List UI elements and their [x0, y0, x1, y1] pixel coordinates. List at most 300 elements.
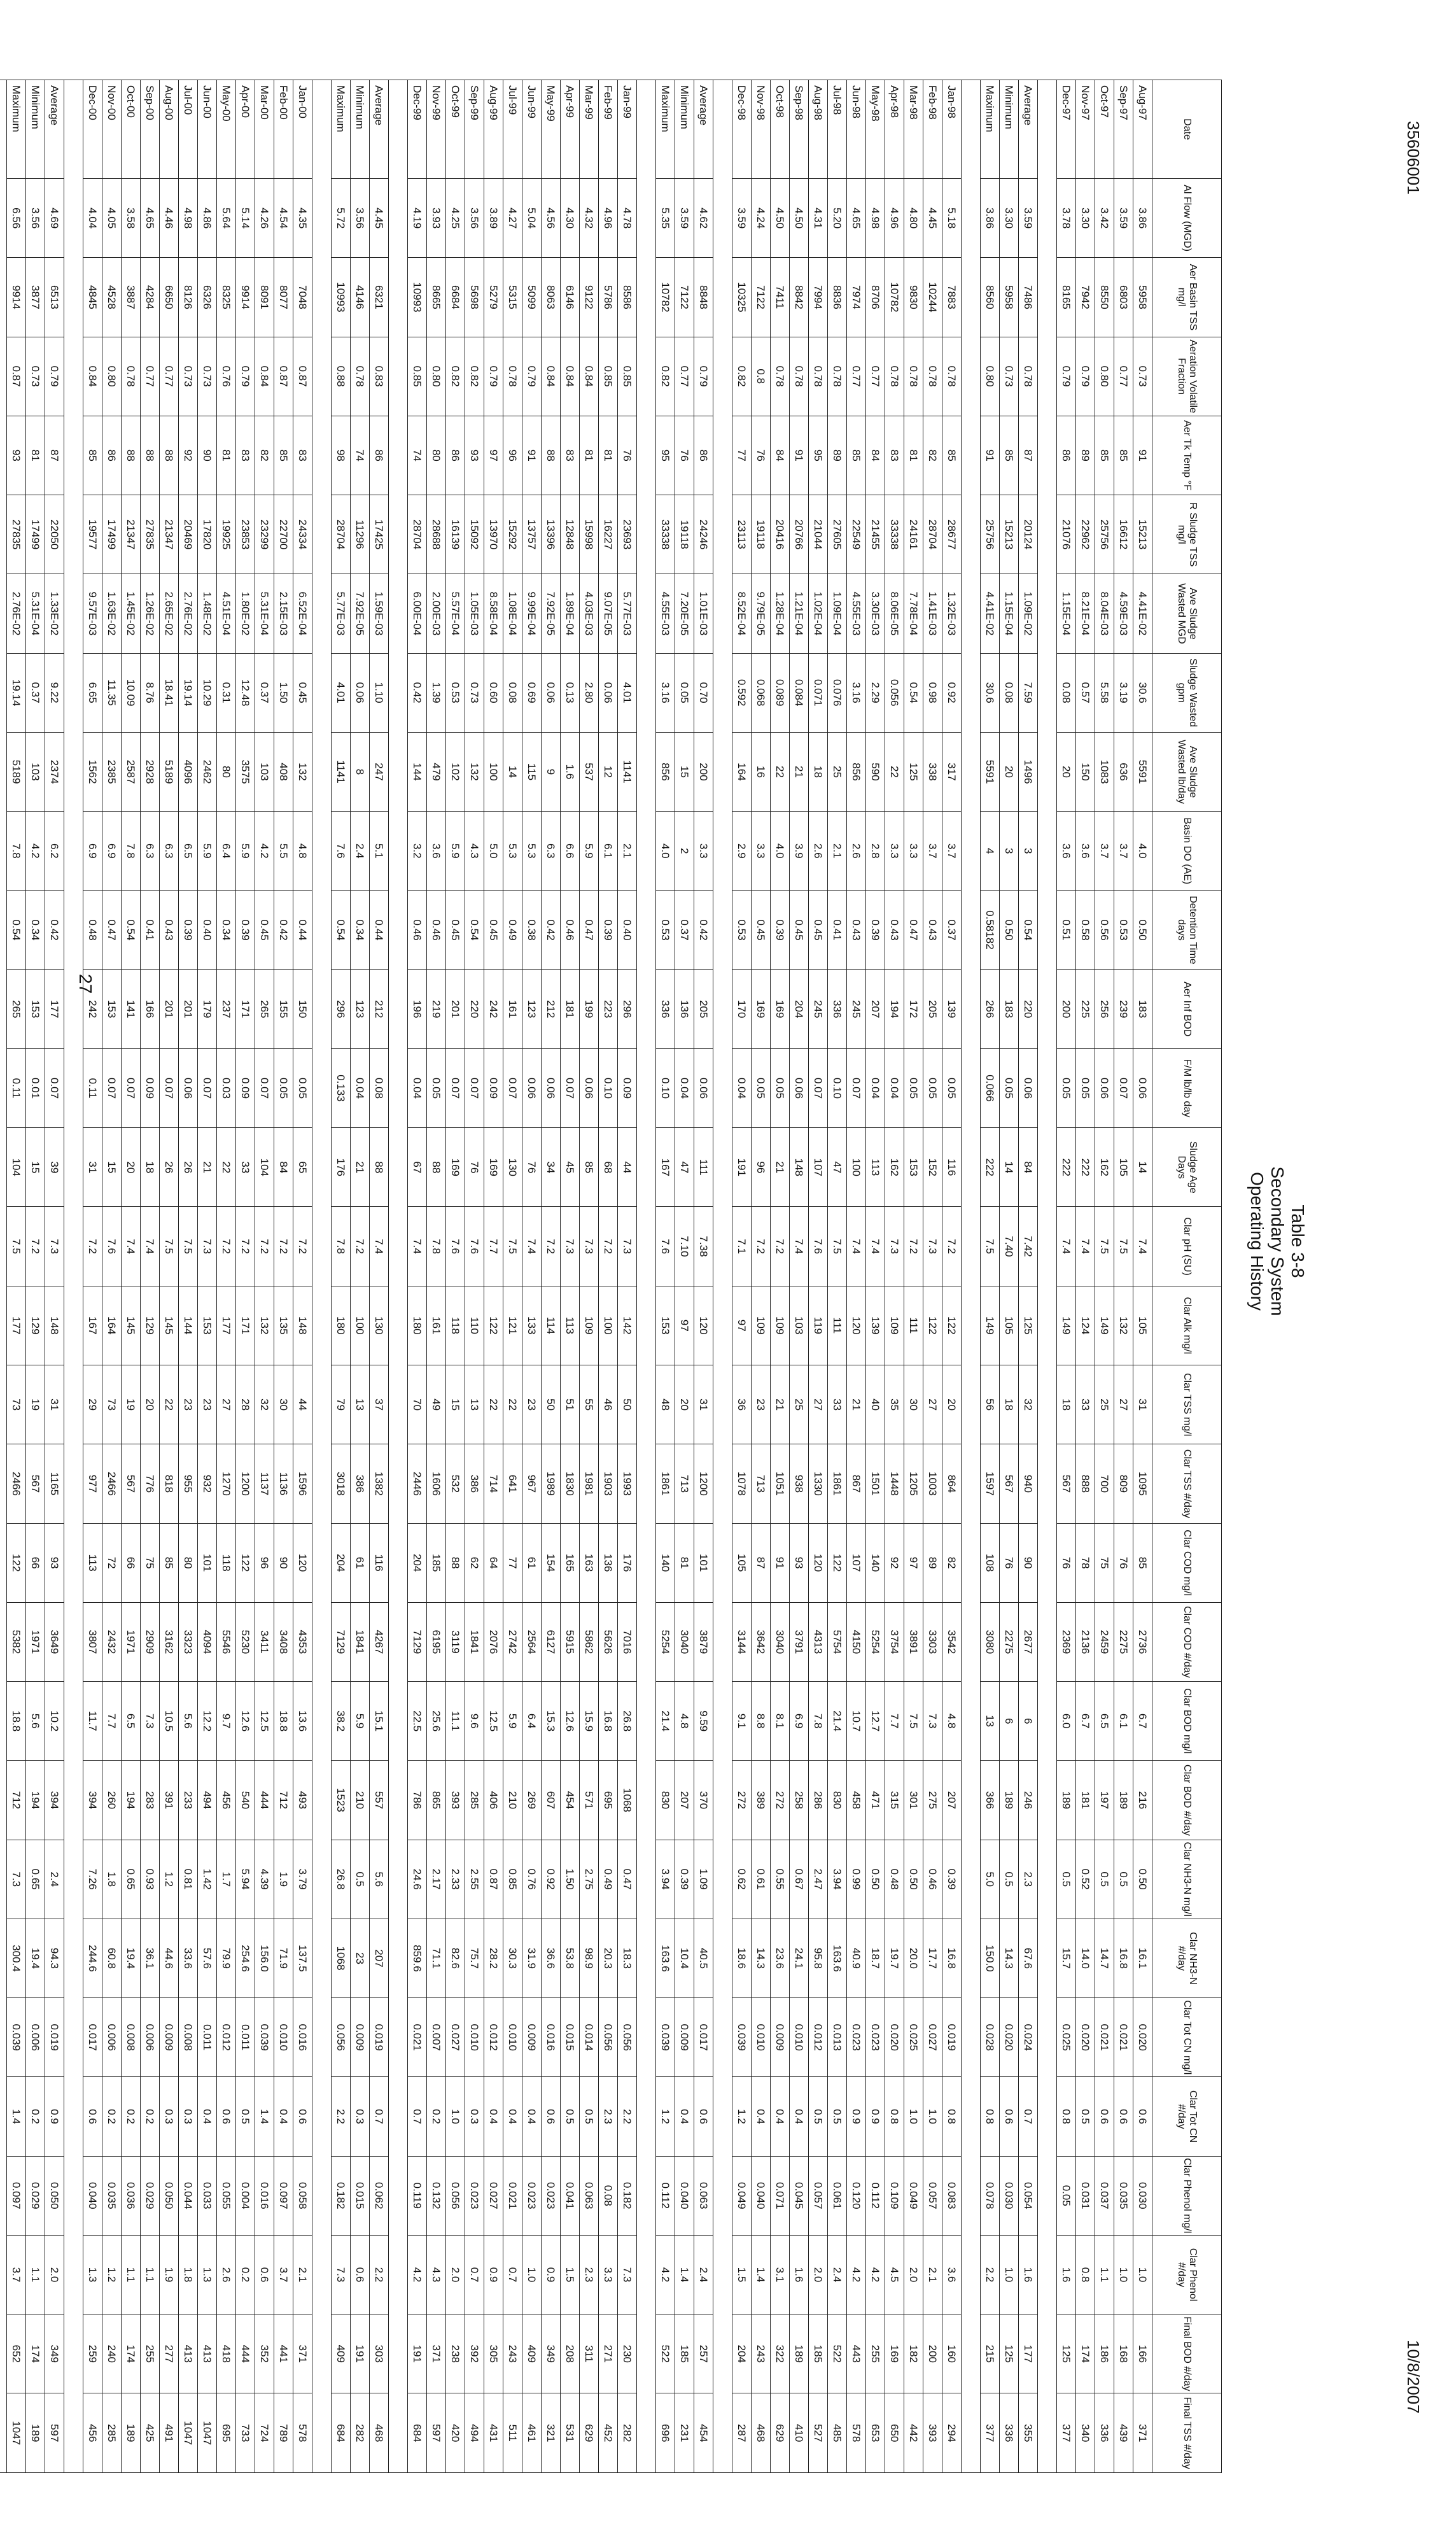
table-cell: 0.05 — [427, 1048, 446, 1127]
table-row — [274, 80, 293, 2473]
table-cell: 5.0 — [484, 812, 503, 891]
table-cell: 458 — [847, 1761, 866, 1840]
table-cell: 2.1 — [828, 812, 847, 891]
table-cell: 1989 — [542, 1444, 561, 1523]
table-cell: 35 — [885, 1365, 904, 1444]
table-cell: 0.020 — [1076, 1998, 1095, 2077]
table-cell: 1.6 — [1057, 2235, 1076, 2314]
table-cell: 0.79 — [236, 337, 255, 416]
table-cell: 8842 — [790, 258, 809, 337]
table-cell: 44 — [618, 1128, 637, 1207]
table-cell: 0.8 — [981, 2077, 1000, 2156]
table-cell: 0.08 — [1000, 653, 1019, 732]
table-cell: 0.5 — [580, 2077, 599, 2156]
table-cell: 104 — [255, 1128, 274, 1207]
table-cell: 93 — [790, 1523, 809, 1602]
table-cell: 371 — [427, 2314, 446, 2393]
table-cell: 1.09 — [694, 1840, 713, 1919]
table-cell: 6803 — [1114, 258, 1133, 337]
table-cell: 272 — [771, 1761, 790, 1840]
table-cell: 0.78 — [771, 337, 790, 416]
table-cell: 0.84 — [561, 337, 580, 416]
table-cell: 1981 — [580, 1444, 599, 1523]
table-cell: 163.6 — [828, 1919, 847, 1997]
table-cell: 25.6 — [427, 1682, 446, 1761]
table-cell: 189 — [1000, 1761, 1019, 1840]
table-cell: 1.2 — [102, 2235, 122, 2314]
table-cell: 393 — [446, 1761, 465, 1840]
table-cell: 4.01 — [618, 653, 637, 732]
table-cell: 210 — [351, 1761, 370, 1840]
table-cell: 352 — [255, 2314, 274, 2393]
table-cell: 7.2 — [752, 1207, 771, 1286]
table-cell: 210 — [503, 1761, 522, 1840]
table-cell: 51 — [561, 1365, 580, 1444]
table-cell: 8.04E-03 — [1095, 574, 1114, 653]
table-cell: 27 — [923, 1365, 942, 1444]
table-cell: 169 — [885, 2314, 904, 2393]
table-cell: 10.29 — [198, 653, 217, 732]
table-cell: 96 — [752, 1128, 771, 1207]
table-cell: 14.3 — [1000, 1919, 1019, 1997]
table-cell: 8 — [351, 732, 370, 811]
table-cell: 377 — [1057, 2393, 1076, 2473]
table-cell: 3.7 — [942, 812, 962, 891]
table-cell: 92 — [179, 416, 198, 495]
table-cell: 20.3 — [599, 1919, 618, 1997]
table-cell: 4.8 — [293, 812, 312, 891]
table-cell: 0.009 — [160, 1998, 179, 2077]
table-cell: 0.45 — [255, 891, 274, 969]
table-cell: 3.30 — [1000, 179, 1019, 258]
table-cell: 9122 — [580, 258, 599, 337]
table-cell: 222 — [981, 1128, 1000, 1207]
table-cell: 6195 — [427, 1602, 446, 1681]
table-cell: 0.013 — [828, 1998, 847, 2077]
table-cell: 2909 — [141, 1602, 160, 1681]
table-cell: 0.10 — [599, 1048, 618, 1127]
table-cell: 0.47 — [102, 891, 122, 969]
table-cell: 0.43 — [847, 891, 866, 969]
table-cell: 0.182 — [332, 2156, 351, 2235]
table-cell: 23853 — [236, 495, 255, 574]
table-row — [866, 80, 885, 2473]
table-cell: 90 — [198, 416, 217, 495]
table-cell: 9.22 — [45, 653, 64, 732]
table-cell: 27 — [809, 1365, 828, 1444]
table-cell: 15998 — [580, 495, 599, 574]
table-cell: 441 — [274, 2314, 293, 2393]
table-cell: 19.14 — [179, 653, 198, 732]
table-cell: 191 — [732, 1128, 752, 1207]
table-cell: 3.16 — [847, 653, 866, 732]
table-cell: 132 — [255, 1286, 274, 1365]
table-cell: 1597 — [981, 1444, 1000, 1523]
table-cell: 68 — [599, 1128, 618, 1207]
table-cell: 0.036 — [122, 2156, 141, 2235]
table-cell: 3 — [1019, 812, 1038, 891]
table-cell: 15.9 — [580, 1682, 599, 1761]
table-cell: 7.2 — [293, 1207, 312, 1286]
table-cell: 527 — [809, 2393, 828, 2473]
table-cell: 129 — [141, 1286, 160, 1365]
table-cell: 0.69 — [522, 653, 542, 732]
table-cell: 148 — [790, 1128, 809, 1207]
table-cell: 1861 — [656, 1444, 675, 1523]
table-cell: 695 — [599, 1761, 618, 1840]
table-cell: 0.77 — [847, 337, 866, 416]
table-cell: 0.78 — [790, 337, 809, 416]
table-cell: 4.05 — [102, 179, 122, 258]
table-cell: 8.1 — [771, 1682, 790, 1761]
table-cell: 0.78 — [351, 337, 370, 416]
table-cell: 22962 — [1076, 495, 1095, 574]
table-cell: 285 — [465, 1761, 484, 1840]
table-body — [0, 80, 1152, 2473]
table-cell: 336 — [1095, 2393, 1114, 2473]
row-label: Average — [1019, 80, 1038, 179]
table-cell: 86 — [446, 416, 465, 495]
table-cell: 7.2 — [255, 1207, 274, 1286]
table-cell: 179 — [198, 969, 217, 1048]
table-cell: 145 — [122, 1286, 141, 1365]
table-cell: 0.79 — [1076, 337, 1095, 416]
table-cell: 7.8 — [7, 812, 26, 891]
table-cell: 1.0 — [1133, 2235, 1152, 2314]
table-cell: 578 — [293, 2393, 312, 2473]
table-cell: 149 — [981, 1286, 1000, 1365]
table-cell: 7.26 — [83, 1840, 102, 1919]
table-cell: 977 — [83, 1444, 102, 1523]
table-cell: 174 — [26, 2314, 45, 2393]
table-cell: 85 — [942, 416, 962, 495]
document-id: 35606001 — [1404, 121, 1423, 195]
table-cell: 28 — [236, 1365, 255, 1444]
header-row — [1152, 80, 1222, 2473]
table-cell: 865 — [427, 1761, 446, 1840]
table-cell: 0.42 — [274, 891, 293, 969]
table-cell: 7122 — [752, 258, 771, 337]
table-cell: 6.9 — [83, 812, 102, 891]
table-cell: 17.7 — [923, 1919, 942, 1997]
table-cell: 714 — [484, 1444, 503, 1523]
table-cell: 23.6 — [771, 1919, 790, 1997]
row-label: Jan-99 — [618, 80, 637, 179]
summary-row — [656, 80, 675, 2473]
table-cell: 91 — [1133, 416, 1152, 495]
table-cell: 92 — [885, 1523, 904, 1602]
table-cell: 6.56 — [7, 179, 26, 258]
table-cell: 940 — [1019, 1444, 1038, 1523]
table-cell: 0.112 — [656, 2156, 675, 2235]
table-cell: 0.34 — [26, 891, 45, 969]
table-cell: 7.4 — [522, 1207, 542, 1286]
table-cell: 7.59 — [1019, 653, 1038, 732]
table-cell: 17499 — [102, 495, 122, 574]
table-cell: 0.023 — [847, 1998, 866, 2077]
table-cell: 3323 — [179, 1602, 198, 1681]
table-cell: 39 — [45, 1128, 64, 1207]
table-cell: 0.009 — [675, 1998, 694, 2077]
table-cell: 0.2 — [122, 2077, 141, 2156]
table-cell: 4.0 — [656, 812, 675, 891]
table-cell: 113 — [866, 1128, 885, 1207]
table-cell: 95.8 — [809, 1919, 828, 1997]
table-cell: 4.2 — [26, 812, 45, 891]
table-cell: 4.35 — [293, 179, 312, 258]
table-cell: 3.6 — [942, 2235, 962, 2314]
table-cell: 16227 — [599, 495, 618, 574]
table-cell: 67.6 — [1019, 1919, 1038, 1997]
table-cell: 14.3 — [752, 1919, 771, 1997]
table-cell: 272 — [732, 1761, 752, 1840]
table-cell: 2742 — [503, 1602, 522, 1681]
table-cell: 80 — [217, 732, 236, 811]
row-label: May-00 — [217, 80, 236, 179]
table-cell: 20 — [1057, 732, 1076, 811]
table-cell: 557 — [370, 1761, 389, 1840]
table-cell: 7.3 — [7, 1840, 26, 1919]
table-cell: 21 — [790, 732, 809, 811]
table-cell: 242 — [83, 969, 102, 1048]
table-cell: 0.9 — [866, 2077, 885, 2156]
table-cell: 17820 — [198, 495, 217, 574]
table-cell: 15 — [102, 1128, 122, 1207]
table-cell: 4.2 — [408, 2235, 427, 2314]
table-cell: 0.73 — [1000, 337, 1019, 416]
row-label: Jun-98 — [847, 80, 866, 179]
table-cell: 15.3 — [542, 1682, 561, 1761]
table-cell: 0.056 — [618, 1998, 637, 2077]
table-cell: 83 — [293, 416, 312, 495]
table-cell: 105 — [1133, 1286, 1152, 1365]
table-cell: 18.3 — [618, 1919, 637, 1997]
table-cell: 207 — [370, 1919, 389, 1997]
table-cell: 85 — [160, 1523, 179, 1602]
table-cell: 3.58 — [122, 179, 141, 258]
table-cell: 154 — [542, 1523, 561, 1602]
table-cell: 7.2 — [217, 1207, 236, 1286]
table-cell: 439 — [1114, 2393, 1133, 2473]
table-cell: 0.53 — [732, 891, 752, 969]
table-cell: 5754 — [828, 1602, 847, 1681]
table-cell: 0.020 — [885, 1998, 904, 2077]
table-cell: 485 — [828, 2393, 847, 2473]
table-cell: 4.27 — [503, 179, 522, 258]
table-cell: 125 — [1000, 2314, 1019, 2393]
table-cell: 27 — [1114, 1365, 1133, 1444]
table-cell: 0.05 — [904, 1048, 923, 1127]
table-cell: 7.5 — [1095, 1207, 1114, 1286]
table-cell: 200 — [1057, 969, 1076, 1048]
table-cell: 0.030 — [1000, 2156, 1019, 2235]
table-cell: 76 — [465, 1128, 484, 1207]
column-header: Date — [1152, 80, 1222, 179]
table-cell: 80 — [427, 416, 446, 495]
table-cell: 98.9 — [580, 1919, 599, 1997]
table-cell: 0.39 — [599, 891, 618, 969]
table-cell: 1501 — [866, 1444, 885, 1523]
table-cell: 0.011 — [236, 1998, 255, 2077]
table-cell: 15 — [26, 1128, 45, 1207]
table-cell: 169 — [484, 1128, 503, 1207]
table-cell: 684 — [408, 2393, 427, 2473]
table-cell: 0.023 — [542, 2156, 561, 2235]
table-cell: 5958 — [1000, 258, 1019, 337]
table-cell: 87 — [1019, 416, 1038, 495]
table-cell: 61 — [351, 1523, 370, 1602]
table-cell: 85 — [847, 416, 866, 495]
table-cell: 443 — [847, 2314, 866, 2393]
table-cell: 153 — [904, 1128, 923, 1207]
table-cell: 8063 — [542, 258, 561, 337]
row-label: Jan-00 — [293, 80, 312, 179]
table-cell: 578 — [847, 2393, 866, 2473]
table-cell: 161 — [503, 969, 522, 1048]
table-cell: 0.85 — [599, 337, 618, 416]
table-cell: 0.010 — [790, 1998, 809, 2077]
table-cell: 0.93 — [141, 1840, 160, 1919]
table-cell: 452 — [599, 2393, 618, 2473]
table-cell: 20 — [1000, 732, 1019, 811]
table-cell: 81 — [675, 1523, 694, 1602]
table-cell: 317 — [942, 732, 962, 811]
table-cell: 20 — [675, 1365, 694, 1444]
table-cell: 394 — [45, 1761, 64, 1840]
table-cell: 1141 — [618, 732, 637, 811]
table-cell: 21044 — [809, 495, 828, 574]
table-cell: 67 — [408, 1128, 427, 1207]
table-cell: 3.9 — [790, 812, 809, 891]
table-cell: 0.6 — [694, 2077, 713, 2156]
table-cell: 4.55E-03 — [656, 574, 675, 653]
row-label: Nov-00 — [102, 80, 122, 179]
table-cell: 0.07 — [255, 1048, 274, 1127]
table-cell: 5.31E-04 — [255, 574, 274, 653]
table-cell: 185 — [675, 2314, 694, 2393]
table-cell: 0.54 — [1019, 891, 1038, 969]
row-label: Average — [694, 80, 713, 179]
row-label: Sep-00 — [141, 80, 160, 179]
table-cell: 0.068 — [752, 653, 771, 732]
table-cell: 531 — [561, 2393, 580, 2473]
table-cell: 1141 — [332, 732, 351, 811]
table-cell: 1.26E-02 — [141, 574, 160, 653]
table-cell: 86 — [694, 416, 713, 495]
table-cell: 386 — [465, 1444, 484, 1523]
table-cell: 118 — [446, 1286, 465, 1365]
table-cell: 6321 — [370, 258, 389, 337]
table-cell: 185 — [427, 1523, 446, 1602]
table-cell: 0.011 — [198, 1998, 217, 2077]
table-cell: 85 — [1000, 416, 1019, 495]
table-cell: 0.49 — [599, 1840, 618, 1919]
table-cell: 8325 — [217, 258, 236, 337]
table-cell: 18.8 — [274, 1682, 293, 1761]
table-cell: 406 — [484, 1761, 503, 1840]
table-cell: 9.6 — [465, 1682, 484, 1761]
table-cell: 72 — [102, 1523, 122, 1602]
table-cell: 7.5 — [828, 1207, 847, 1286]
table-cell: 1.0 — [1000, 2235, 1019, 2314]
table-cell: 0.79 — [522, 337, 542, 416]
table-cell: 180 — [332, 1286, 351, 1365]
table-cell: 0.11 — [83, 1048, 102, 1127]
table-cell: 0.37 — [26, 653, 45, 732]
table-cell: 103 — [26, 732, 45, 811]
table-cell: 28677 — [942, 495, 962, 574]
column-header: Clar TSS #/day — [1152, 1444, 1222, 1523]
table-cell: 0.020 — [1000, 1998, 1019, 2077]
table-cell: 0.04 — [675, 1048, 694, 1127]
table-cell: 0.82 — [446, 337, 465, 416]
table-cell: 0.5 — [236, 2077, 255, 2156]
table-cell: 7122 — [675, 258, 694, 337]
table-cell: 3.3 — [694, 812, 713, 891]
table-cell: 0.67 — [790, 1840, 809, 1919]
table-row — [599, 80, 618, 2473]
table-cell: 0.7 — [465, 2235, 484, 2314]
table-cell: 177 — [217, 1286, 236, 1365]
table-cell: 247 — [370, 732, 389, 811]
table-cell: 6.7 — [1133, 1682, 1152, 1761]
table-cell: 3144 — [732, 1602, 752, 1681]
table-cell: 87 — [752, 1523, 771, 1602]
row-label: Feb-99 — [599, 80, 618, 179]
table-cell: 71.9 — [274, 1919, 293, 1997]
table-cell: 111 — [904, 1286, 923, 1365]
table-cell: 2.6 — [847, 812, 866, 891]
table-cell: 0.015 — [561, 1998, 580, 2077]
table-cell: 0.044 — [179, 2156, 198, 2235]
table-cell: 246 — [1019, 1761, 1038, 1840]
table-cell: 0.097 — [274, 2156, 293, 2235]
table-cell: 258 — [790, 1761, 809, 1840]
table-cell: 81 — [26, 416, 45, 495]
table-cell: 194 — [26, 1761, 45, 1840]
table-cell: 413 — [198, 2314, 217, 2393]
table-cell: 597 — [45, 2393, 64, 2473]
table-cell: 282 — [351, 2393, 370, 2473]
table-cell: 3.19 — [1114, 653, 1133, 732]
table-cell: 169 — [771, 969, 790, 1048]
table-cell: 7.3 — [141, 1682, 160, 1761]
table-cell: 5.72 — [332, 179, 351, 258]
table-cell: 31 — [45, 1365, 64, 1444]
table-cell: 1051 — [771, 1444, 790, 1523]
table-cell: 1830 — [561, 1444, 580, 1523]
table-cell: 116 — [370, 1523, 389, 1602]
table-cell: 0.008 — [179, 1998, 198, 2077]
table-cell: 0.47 — [580, 891, 599, 969]
table-cell: 0.029 — [26, 2156, 45, 2235]
table-cell: 28704 — [332, 495, 351, 574]
table-cell: 0.38 — [522, 891, 542, 969]
table-cell: 287 — [732, 2393, 752, 2473]
table-cell: 712 — [274, 1761, 293, 1840]
table-cell: 0.5 — [561, 2077, 580, 2156]
table-cell: 6.5 — [122, 1682, 141, 1761]
table-cell: 7129 — [332, 1602, 351, 1681]
table-cell: 5254 — [656, 1602, 675, 1681]
table-cell: 19.14 — [7, 653, 26, 732]
table-cell: 66 — [122, 1523, 141, 1602]
table-cell: 1.05E-03 — [465, 574, 484, 653]
table-cell: 0.006 — [26, 1998, 45, 2077]
table-cell: 12 — [599, 732, 618, 811]
table-cell: 244.6 — [83, 1919, 102, 1997]
table-cell: 0.6 — [255, 2235, 274, 2314]
